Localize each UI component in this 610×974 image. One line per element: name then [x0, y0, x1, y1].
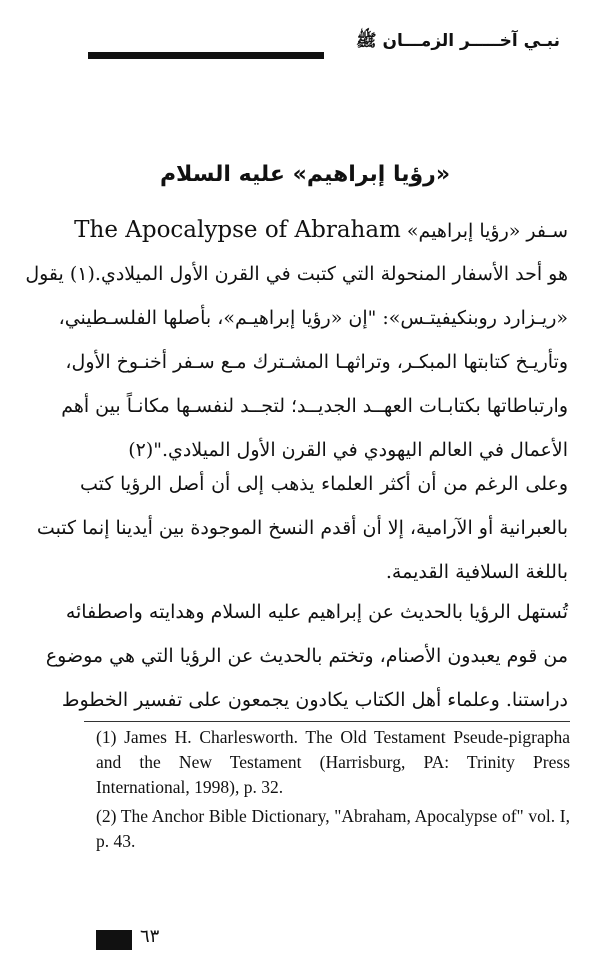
paragraph-line: وارتباطاتها بكتابـات العهــد الجديــد؛ لتجــد لنفسـها مكانـاً بين أهم: [61, 395, 568, 417]
paragraph-line: دراستنا. وعلماء أهل الكتاب يكادون يجمعون على تفسير الخطوط: [61, 689, 568, 711]
paragraph-line: [74, 208, 568, 252]
latin-title: The Apocalypse of Abraham: [74, 217, 401, 243]
footnote-divider: [84, 721, 570, 722]
paragraph-line: تُستهل الرؤيا بالحديث عن إبراهيم عليه السلام وهدايته واصطفائه: [65, 601, 568, 623]
page-number-marker: [96, 930, 132, 950]
paragraph-line: الأعمال في العالم اليهودي في القرن الأول الميلادي."(٢): [128, 439, 568, 461]
paragraph-line: من قوم يعبدون الأصنام، وتختم بالحديث عن الرؤيا التي هي موضوع: [45, 645, 568, 667]
paragraph-line: وعلى الرغم من أن أكثر العلماء يذهب إلى أن أصل الرؤيا كتب: [80, 473, 568, 495]
paragraph-3: [45, 590, 568, 722]
running-header-title: نبـي آخـــــر الزمـــان ﷺ: [356, 31, 560, 51]
paragraph-line-arabic: سـفر «رؤيا إبراهيم»: [406, 220, 568, 242]
footnote: (1) James H. Charlesworth. The Old Testament Pseude-pigrapha and the New Testament (Harrisburg, PA: Trinity Press International, 1998), p. 32.: [96, 727, 570, 797]
header-rule: [88, 52, 324, 59]
paragraph-line: باللغة السلافية القديمة.: [385, 561, 568, 583]
footnotes: [96, 725, 570, 858]
paragraph-line: «ريـزارد روبنكيفيتـس»: "إن «رؤيا إبراهيـم»، بأصلها الفلسـطيني،: [58, 307, 568, 329]
paragraph-1: [25, 208, 568, 472]
page-number: ٦٣: [140, 926, 160, 947]
chapter-title: «رؤيا إبراهيم» عليه السلام: [159, 162, 451, 187]
paragraph-2: [36, 462, 568, 594]
paragraph-line: بالعبرانية أو الآرامية، إلا أن أقدم النسخ الموجودة بين أيدينا إنما كتبت: [36, 517, 568, 539]
paragraph-line: وتأريـخ كتابتها المبكـر، وتراثهـا المشـترك مـع سـفر أخنـوخ الأول،: [65, 351, 568, 373]
footnote: (2) The Anchor Bible Dictionary, "Abraham, Apocalypse of" vol. I, p. 43.: [96, 806, 570, 851]
paragraph-line: هو أحد الأسفار المنحولة التي كتبت في القرن الأول الميلادي.(١) يقول: [25, 263, 568, 285]
